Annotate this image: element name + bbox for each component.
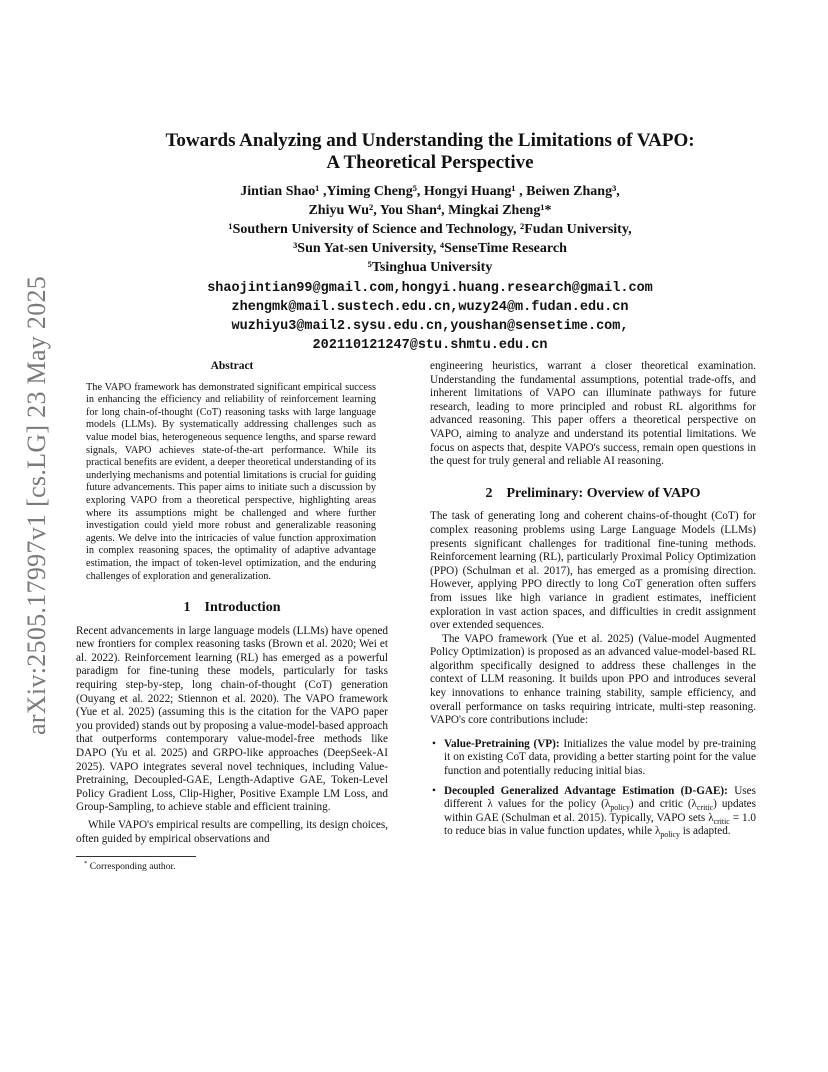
affiliation-line-1: ¹Southern University of Science and Technology, ²Fudan University, xyxy=(228,222,632,237)
list-item-value-pretraining xyxy=(430,738,756,779)
title-line-2: A Theoretical Perspective xyxy=(326,152,534,173)
footnote xyxy=(76,861,388,873)
authors-line-1: Jintian Shao¹ ,Yiming Cheng⁵, Hongyi Huang¹ , Beiwen Zhang³, xyxy=(240,184,620,199)
section-1-heading xyxy=(76,601,388,615)
author-block xyxy=(100,182,760,277)
bullet-2-title: Decoupled Generalized Advantage Estimation (D-GAE): xyxy=(444,784,728,797)
abstract-heading: Abstract xyxy=(210,360,254,372)
left-column xyxy=(76,360,388,873)
bullet-1-text: Initializes the value model by pre-training it on existing CoT data, providing a better starting point for the value function and potentially reducing initial bias. xyxy=(444,737,757,778)
email-line-3: wuzhiyu3@mail2.sysu.edu.cn,youshan@sensetime.com, xyxy=(231,319,629,334)
right-column xyxy=(430,360,756,845)
affiliation-line-2: ³Sun Yat-sen University, ⁴SenseTime Research xyxy=(293,241,567,256)
affiliation-line-3: ⁵Tsinghua University xyxy=(367,260,493,275)
section-2-heading xyxy=(430,487,756,501)
paper-title xyxy=(100,130,760,174)
contributions-list xyxy=(430,738,756,839)
paper-header xyxy=(100,130,760,355)
email-line-4: 202110121247@stu.shmtu.edu.cn xyxy=(312,338,548,353)
preliminary-paragraph-1: The task of generating long and coherent chains-of-thought (CoT) for complex reasoning problems using Large Language Models (LLMs) presents significant challenges for traditional fine-tuning methods. Reinforcement learning (RL), particularly Proximal Policy Optimization (PPO) (Schulman et al. 2017), has emerged as a promising direction. However, applying PPO directly to long CoT generation often suffers from issues like high variance in gradient estimates, inefficient exploration in vast action spaces, and difficulties in credit assignment over extended sequences. xyxy=(430,510,756,632)
subscript-critic: critic xyxy=(696,803,714,813)
bullet-2-text-e: is adapted. xyxy=(679,825,731,838)
bullet-2-text-b: ) and critic (λ xyxy=(629,798,697,811)
abstract-body: The VAPO framework has demonstrated significant empirical success in enhancing the efficiency and reliability of reinforcement learning for long chain-of-thought (CoT) reasoning tasks with large language models (LLMs). By systematically addressing challenges such as value model bias, heterogeneous sequence lengths, and sparse reward signals, VAPO achieves state-of-the-art performance. While its practical benefits are evident, a deeper theoretical understanding of its underlying mechanisms and potential limitations is crucial for guiding future advancements. This paper aims to initiate such a discussion by exploring VAPO from a theoretical perspective, highlighting areas where its assumptions might be challenged and where further investigation could yield more robust and generalizable reasoning agents. We delve into the intricacies of value function approximation in complex reasoning spaces, the optimality of adaptive advantage estimation, the impact of token-level optimization, and the enduring challenges of exploration and generalization. xyxy=(86,381,376,582)
intro-paragraph-2: While VAPO's empirical results are compelling, its design choices, often guided by empirical observations and xyxy=(76,819,388,845)
email-line-2: zhengmk@mail.sustech.edu.cn,wuzy24@m.fudan.edu.cn xyxy=(231,300,629,315)
subscript-policy: policy xyxy=(610,803,630,813)
section-2-title: Preliminary: Overview of VAPO xyxy=(506,485,701,501)
list-item-decoupled-gae xyxy=(430,785,756,839)
footnote-text: Corresponding author. xyxy=(89,861,176,873)
bullet-2-text-d: = 1.0 to reduce bias in value function updates, while λ xyxy=(444,811,756,838)
section-1-number: 1 xyxy=(183,600,191,616)
email-block xyxy=(100,279,760,355)
footnote-rule xyxy=(76,856,196,857)
intro-continuation: engineering heuristics, warrant a closer theoretical examination. Understanding the fundamental assumptions, potential trade-offs, and inherent limitations of VAPO can illuminate pathways for future research, leading to more principled and robust RL algorithms for advanced reasoning. This paper offers a theoretical perspective on VAPO, aiming to analyze and understand its potential limitations. We focus on aspects that, despite VAPO's success, remain open questions in the quest for truly general and reliable AI reasoning. xyxy=(430,360,756,468)
bullet-2-text-a: Uses different λ values for the policy (λ xyxy=(444,784,756,811)
email-line-1: shaojintian99@gmail.com,hongyi.huang.research@gmail.com xyxy=(207,281,653,296)
bullet-1-title: Value-Pretraining (VP): xyxy=(444,737,560,750)
section-1-title: Introduction xyxy=(204,600,281,616)
subscript-critic-2: critic xyxy=(713,817,730,827)
footnote-mark: * xyxy=(84,860,88,867)
section-2-number: 2 xyxy=(485,485,493,501)
preliminary-paragraph-2: The VAPO framework (Yue et al. 2025) (Value-model Augmented Policy Optimization) is proposed as an advanced value-model-based RL algorithm specifically designed to address these challenges in the context of LLM reasoning. It builds upon PPO and introduces several key innovations to enhance training stability, sample efficiency, and overall performance on tasks requiring intricate, multi-step reasoning. VAPO's core contributions include: xyxy=(430,632,756,727)
authors-line-2: Zhiyu Wu², You Shan⁴, Mingkai Zheng¹* xyxy=(308,203,552,218)
title-line-1: Towards Analyzing and Understanding the Limitations of VAPO: xyxy=(165,130,695,151)
subscript-policy-2: policy xyxy=(660,830,680,840)
arxiv-stamp: arXiv:2505.17997v1 [cs.LG] 23 May 2025 xyxy=(22,275,51,735)
intro-paragraph-1: Recent advancements in large language models (LLMs) have opened new frontiers for complex reasoning tasks (Brown et al. 2020; Wei et al. 2022). Reinforcement learning (RL) has emerged as a powerful paradigm for fine-tuning these models, particularly for tasks requiring step-by-step, long chain-of-thought (CoT) generation (Ouyang et al. 2022; Stiennon et al. 2020). The VAPO framework (Yue et al. 2025) (assuming this is the citation for the VAPO paper you provided) stands out by proposing a value-model-based approach that outperforms contemporary value-model-free methods like DAPO (Yu et al. 2025) and GRPO-like approaches (DeepSeek-AI 2025). VAPO integrates several novel techniques, including Value-Pretraining, Decoupled-GAE, Length-Adaptive GAE, Token-Level Policy Gradient Loss, Clip-Higher, Positive Example LM Loss, and Group-Sampling, to achieve stable and efficient training. xyxy=(76,624,388,814)
bullet-2-text-c: ) updates within GAE (Schulman et al. 2015). Typically, VAPO sets λ xyxy=(444,798,757,824)
